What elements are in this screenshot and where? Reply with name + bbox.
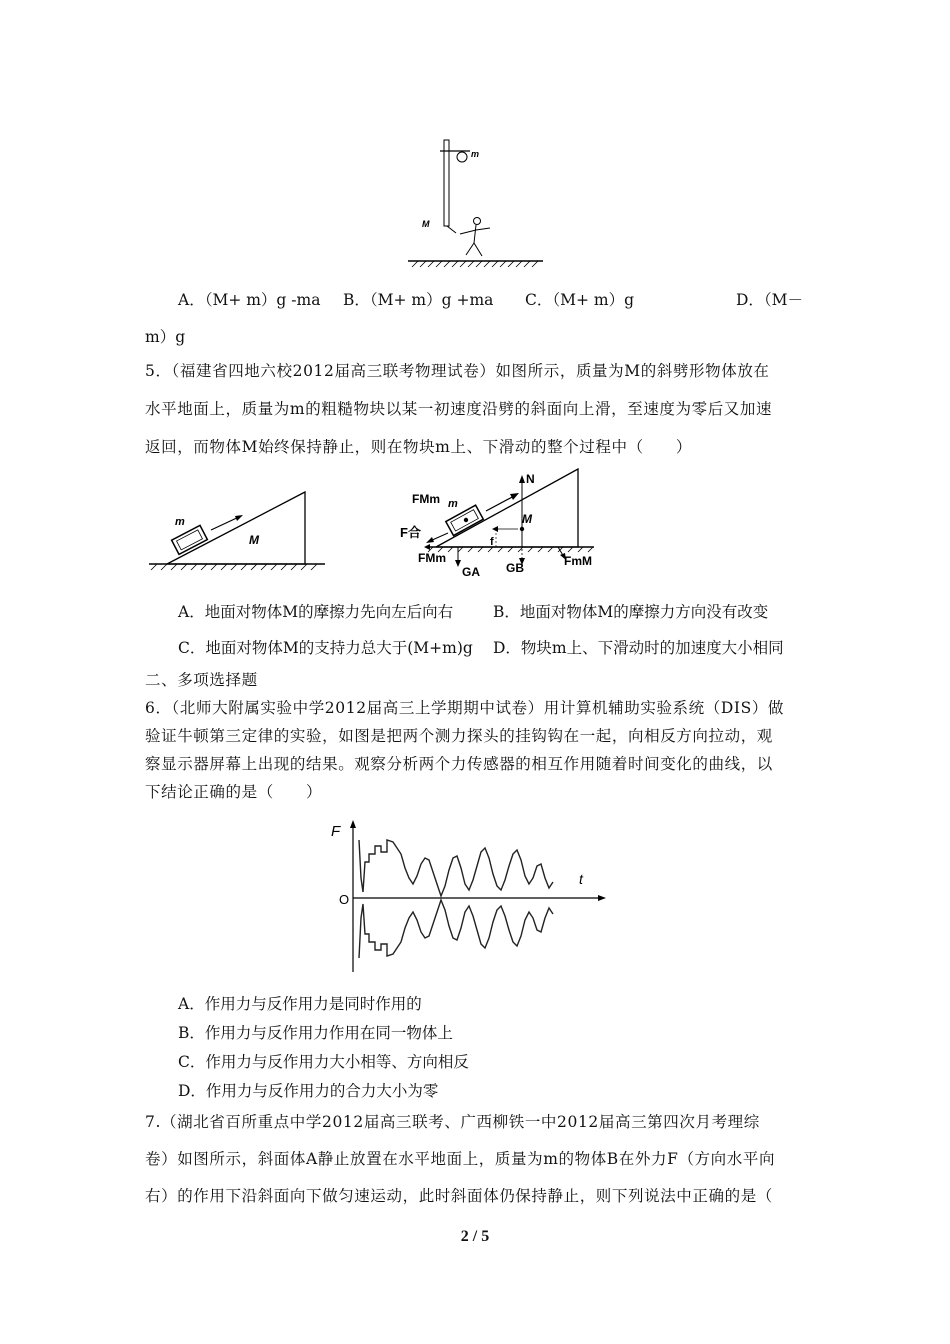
label-GB: GB — [506, 561, 524, 575]
q4-option-d: D．（M－ — [736, 291, 804, 309]
axis-label-t: t — [579, 871, 583, 887]
page-number: 2 / 5 — [460, 1228, 490, 1245]
q6-line-3: 察显示器屏幕上出现的结果。观察分析两个力传感器的相互作用随着时间变化的曲线，以 — [145, 755, 773, 773]
rope-pole-figure — [400, 135, 550, 270]
q6-option-b: B．作用力与反作用力作用在同一物体上 — [178, 1024, 453, 1042]
incline-figure-left — [145, 488, 330, 578]
q4-option-b: B．（M+ m）g +ma — [343, 291, 494, 309]
label-M: M — [249, 533, 259, 547]
section-heading: 二、多项选择题 — [145, 671, 258, 689]
label-FmM: FmM — [564, 554, 592, 568]
q6-option-d: D．作用力与反作用力的合力大小为零 — [178, 1082, 439, 1100]
q6-line-1: 6．（北师大附属实验中学2012届高三上学期期中试卷）用计算机辅助实验系统（DIS）做 — [145, 699, 785, 717]
q5-line-3: 返回，而物体M始终保持静止，则在物块m上、下滑动的整个过程中（ ） — [145, 438, 692, 456]
label-GA: GA — [462, 565, 480, 578]
q4-option-c: C．（M+ m）g — [525, 291, 635, 309]
q5-option-a: A．地面对物体M的摩擦力先向左后向右 — [178, 603, 454, 621]
label-N: N — [526, 472, 535, 486]
force-time-graph — [325, 818, 610, 973]
q5-line-2: 水平地面上，质量为m的粗糙物块以某一初速度沿劈的斜面向上滑，至速度为零后又加速 — [145, 400, 773, 418]
label-f: f — [490, 536, 494, 548]
q5-option-b: B．地面对物体M的摩擦力方向没有改变 — [493, 603, 769, 621]
q6-option-a: A．作用力与反作用力是同时作用的 — [178, 995, 422, 1013]
label-M: M — [422, 219, 430, 229]
q5-option-d: D．物块m上、下滑动时的加速度大小相同 — [493, 639, 784, 657]
q7-line-2: 卷）如图所示，斜面体A静止放置在水平地面上，质量为m的物体B在外力F（方向水平向 — [145, 1150, 776, 1168]
label-FMm-2: FMm — [418, 551, 446, 565]
label-m: m — [448, 498, 458, 510]
origin-label: O — [339, 892, 350, 907]
label-m: m — [471, 149, 480, 159]
label-F-he: F合 — [400, 525, 421, 540]
q6-line-4: 下结论正确的是（ ） — [145, 783, 323, 801]
q4-option-a: A．（M+ m）g -ma — [178, 291, 321, 309]
q6-option-c: C．作用力与反作用力大小相等、方向相反 — [178, 1053, 469, 1071]
label-M: M — [522, 512, 532, 526]
label-FMm: FMm — [412, 492, 440, 506]
q5-line-1: 5．（福建省四地六校2012届高三联考物理试卷）如图所示，质量为M的斜劈形物体放在 — [145, 362, 770, 380]
q7-line-1: 7.（湖北省百所重点中学2012届高三联考、广西柳铁一中2012届高三第四次月考理综 — [145, 1113, 760, 1131]
axis-label-F: F — [331, 823, 341, 840]
q5-option-c: C．地面对物体M的支持力总大于(M+m)g — [178, 639, 473, 657]
q7-line-3: 右）的作用下沿斜面向下做匀速运动，此时斜面体仍保持静止，则下列说法中正确的是（ — [145, 1187, 773, 1205]
q6-line-2: 验证牛顿第三定律的实验，如图是把两个测力探头的挂钩钩在一起，向相反方向拉动，观 — [145, 727, 773, 745]
label-m: m — [175, 516, 185, 528]
incline-figure-forces — [398, 463, 603, 578]
q4-option-d-cont: m）g — [145, 328, 186, 346]
